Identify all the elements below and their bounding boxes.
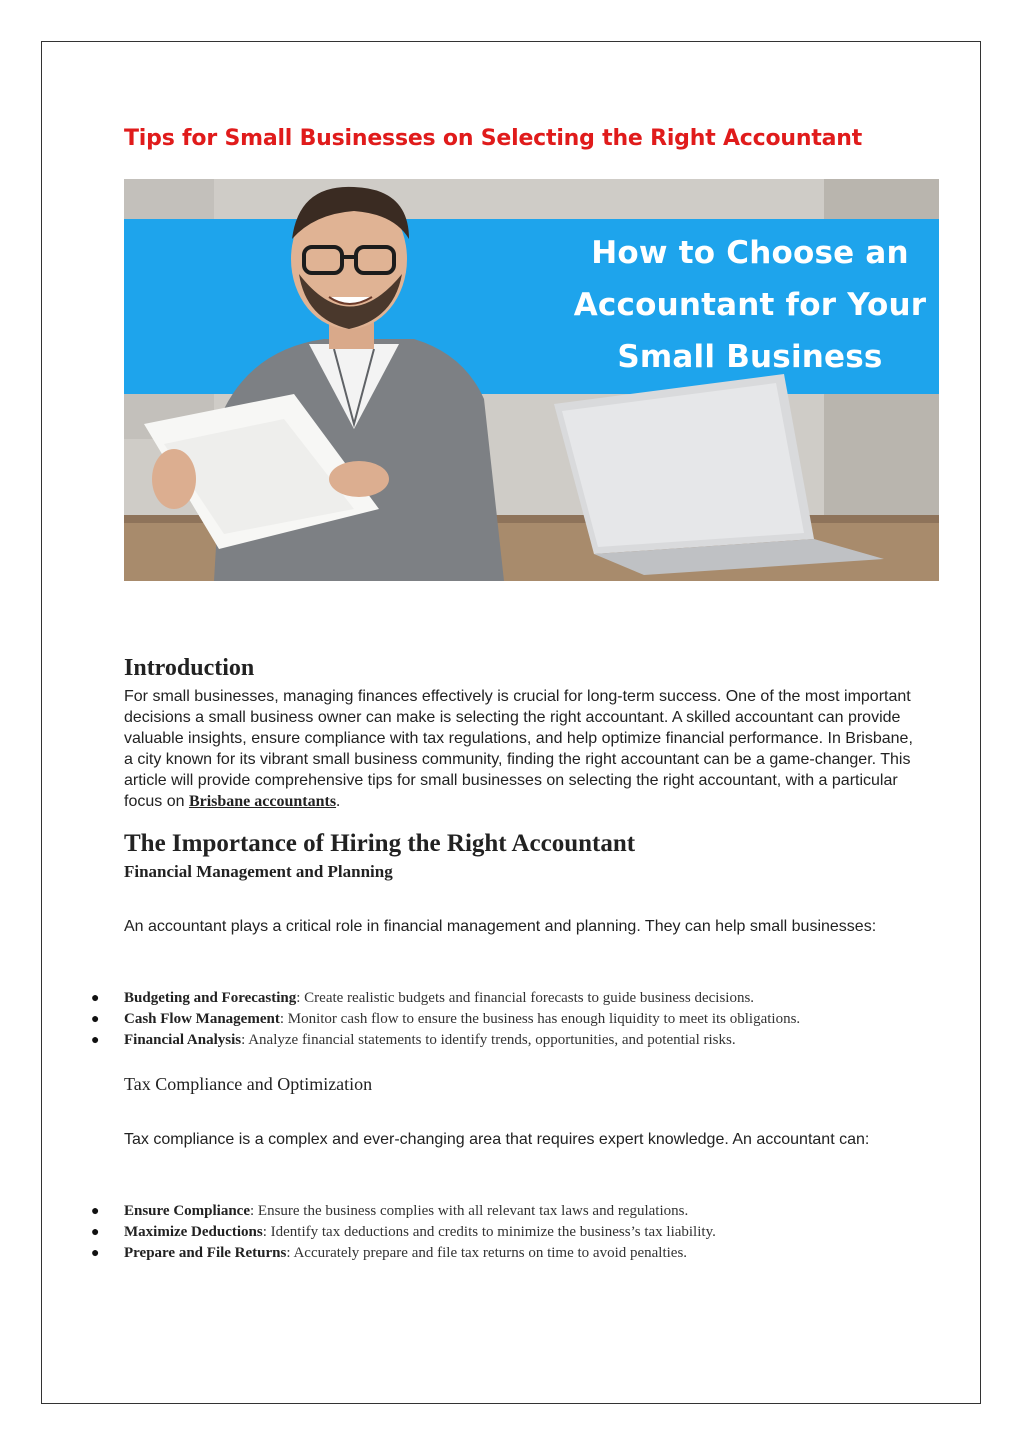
financial-management-subheading: Financial Management and Planning [124, 862, 393, 881]
banner-line: Accountant for Your [573, 287, 927, 323]
document-title: Tips for Small Businesses on Selecting the Right Accountant [124, 126, 863, 151]
tax-compliance-subheading: Tax Compliance and Optimization [124, 1074, 373, 1094]
introduction-tail: . [336, 793, 341, 810]
list-item [0, 1201, 900, 1222]
bullet-icon: ● [91, 1225, 100, 1240]
tax-compliance-paragraph: Tax compliance is a complex and ever-changing area that requires expert knowledge. An accountant can: [124, 1131, 870, 1148]
introduction-heading: Introduction [124, 655, 255, 681]
bullet-icon: ● [91, 991, 100, 1006]
introduction-body: For small businesses, managing finances effectively is crucial for long-term success. One of the most important decisions a small business owner can make is selecting the right accountant. A skilled accountant can provide valuable insights, ensure compliance with tax regulations, and help optimize financial performance. In Brisbane, a city known for its vibrant small business community, finding the right accountant can be a game-changer. This article will provide comprehensive tips for small businesses on selecting the right accountant, with a particular focus on [124, 688, 913, 810]
financial-benefits-list [0, 988, 900, 1051]
bullet-icon: ● [91, 1033, 100, 1048]
banner-line: Small Business [617, 339, 883, 375]
list-item-term: Cash Flow Management [124, 1011, 280, 1027]
list-item [0, 1030, 900, 1051]
list-item-desc: : Analyze financial statements to identify trends, opportunities, and potential risks. [241, 1032, 736, 1048]
list-item-desc: : Ensure the business complies with all relevant tax laws and regulations. [249, 1203, 689, 1219]
tax-benefits-list [0, 1201, 900, 1264]
introduction-paragraph [124, 686, 914, 812]
hero-image [124, 179, 939, 581]
bullet-icon: ● [91, 1204, 100, 1219]
list-item [0, 988, 900, 1009]
bullet-icon: ● [91, 1012, 100, 1027]
financial-management-paragraph: An accountant plays a critical role in financial management and planning. They can help small businesses: [124, 918, 877, 935]
list-item-term: Maximize Deductions [124, 1224, 263, 1240]
list-item-desc: : Create realistic budgets and financial forecasts to guide business decisions. [296, 990, 755, 1006]
list-item [0, 1222, 900, 1243]
bullet-icon: ● [91, 1246, 100, 1261]
list-item-term: Budgeting and Forecasting [124, 990, 297, 1006]
brisbane-accountants-link[interactable]: Brisbane accountants [188, 793, 337, 810]
list-item-desc: : Accurately prepare and file tax returns on time to avoid penalties. [286, 1245, 688, 1261]
list-item-term: Ensure Compliance [124, 1203, 250, 1219]
list-item-term: Prepare and File Returns [124, 1245, 287, 1261]
list-item-desc: : Monitor cash flow to ensure the business has enough liquidity to meet its obligations. [279, 1011, 801, 1027]
banner-text [564, 227, 936, 383]
banner-line: How to Choose an [591, 235, 909, 271]
list-item-term: Financial Analysis [124, 1032, 242, 1048]
list-item [0, 1243, 900, 1264]
list-item-desc: : Identify tax deductions and credits to minimize the business’s tax liability. [262, 1224, 716, 1240]
list-item [0, 1009, 900, 1030]
importance-heading: The Importance of Hiring the Right Accountant [124, 830, 636, 857]
